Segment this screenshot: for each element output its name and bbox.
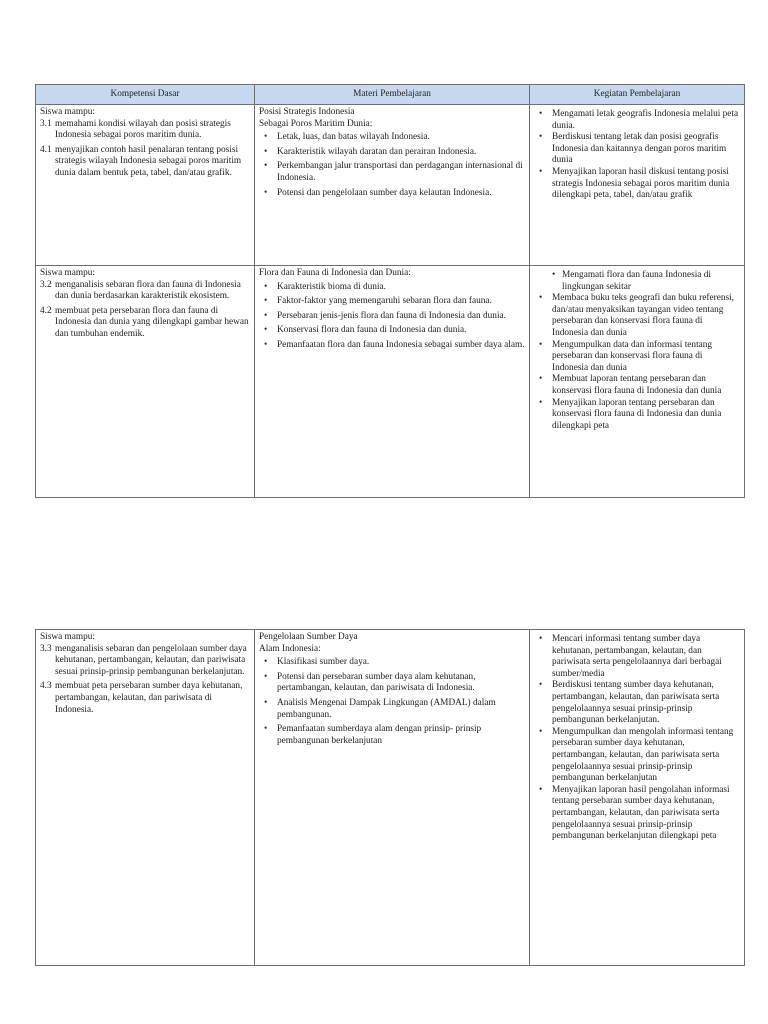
table-row [36, 266, 745, 498]
list-item: • Mengamati flora dan fauna Indonesia di lingkungan sekitar [534, 270, 740, 293]
list-item: • Karakteristik wilayah daratan dan perairan Indonesia. [259, 147, 525, 159]
materi-subtitle: Alam Indonesia: [259, 643, 321, 654]
kd-intro: Siswa mampu: [40, 107, 96, 117]
kegiatan-list [534, 270, 740, 432]
kompetensi-cell [36, 266, 255, 498]
list-item: • Karakteristik bioma di dunia. [259, 282, 525, 294]
kd-text: memahami kondisi wilayah dan posisi strategis Indonesia sebagai poros maritim dunia. [55, 118, 231, 141]
kd-number: 3.1 [40, 118, 52, 129]
materi-cell [255, 266, 530, 498]
materi-list [259, 657, 525, 747]
kegiatan-list [534, 109, 740, 202]
kegiatan-cell [530, 630, 745, 966]
kd-number: 4.2 [40, 305, 52, 316]
list-item: • Mengumpulkan data dan informasi tentang persebaran dan konservasi flora fauna di Indonesia dan dunia [534, 340, 740, 375]
header-kompetensi-dasar: Kompetensi Dasar [36, 85, 255, 105]
list-item: • Mengumpulkan dan mengolah informasi tentang persebaran sumber daya kehutanan, pertambangan, kelautan, dan pariwisata serta pengelolaannya sesuai prinsip-prinsip pembangunan berkelanjutan [534, 727, 740, 785]
list-item: • Analisis Mengenai Dampak Lingkungan (AMDAL) dalam pembangunan. [259, 698, 525, 721]
kd-number: 3.3 [40, 643, 52, 654]
materi-list [259, 282, 525, 352]
kegiatan-cell [530, 105, 745, 266]
materi-subtitle: Sebagai Poros Maritim Dunia: [259, 118, 373, 129]
kd-text: membuat peta persebaran flora dan fauna di Indonesia dan dunia yang dilengkapi gambar hewan dan tumbuhan endemik. [55, 305, 249, 339]
header-row [36, 85, 745, 105]
curriculum-table-2 [35, 629, 745, 966]
list-item: • Pemanfaatan flora dan fauna Indonesia sebagai sumber daya alam. [259, 340, 525, 352]
materi-list [259, 132, 525, 199]
kegiatan-list [534, 634, 740, 843]
curriculum-table-1 [35, 84, 745, 498]
list-item: • Mencari informasi tentang sumber daya kehutanan, pertambangan, kelautan, dan pariwisata serta pengelolaannya dari berbagai sumber/media [534, 634, 740, 680]
kegiatan-cell [530, 266, 745, 498]
header-materi-pembelajaran: Materi Pembelajaran [255, 85, 530, 105]
kd-item [40, 145, 250, 180]
list-item: • Menyajikan laporan hasil diskusi tentang posisi strategis Indonesia sebagai poros maritim dunia dilengkapi peta, tabel, dan/atau grafik [534, 167, 740, 202]
list-item: • Membuat laporan tentang persebaran dan konservasi flora fauna di Indonesia dan dunia [534, 374, 740, 397]
list-item: • Faktor-faktor yang memengaruhi sebaran flora dan fauna. [259, 296, 525, 308]
kd-item [40, 681, 250, 716]
table-row [36, 105, 745, 266]
list-item: • Perkembangan jalur transportasi dan perdagangan internasional di Indonesia. [259, 161, 525, 184]
kd-number: 4.3 [40, 681, 52, 692]
kd-intro: Siswa mampu: [40, 268, 96, 278]
kd-text: menyajikan contoh hasil penalaran tentang posisi strategis wilayah Indonesia sebagai poros maritim dunia dalam bentuk peta, tabel, dan/atau grafik. [55, 144, 242, 178]
kd-text: menganalisis sebaran dan pengelolaan sumber daya kehutanan, pertambangan, kelautan, dan pariwisata sesuai prinsip-prinsip pembangunan berkelanjutan. [55, 643, 247, 677]
list-item: • Pemanfaatan sumberdaya alam dengan prinsip- prinsip pembangunan berkelanjutan [259, 724, 525, 747]
list-item: • Menyajikan laporan tentang persebaran dan konservasi flora fauna di Indonesia dan dunia dilengkapi peta [534, 398, 740, 433]
kd-item [40, 280, 250, 303]
list-item: • Konservasi flora dan fauna di Indonesia dan dunia. [259, 325, 525, 337]
list-item: • Menyajikan laporan hasil pengolahan informasi tentang persebaran sumber daya kehutanan, pertambangan, kelautan, dan pariwisata serta pengelolaannya sesuai prinsip-prinsip pembangunan berkelanjutan dilengkapi peta [534, 785, 740, 843]
kompetensi-cell [36, 105, 255, 266]
list-item: • Potensi dan persebaran sumber daya alam kehutanan, pertambangan, kelautan, dan pariwisata di Indonesia. [259, 672, 525, 695]
materi-title: Flora dan Fauna di Indonesia dan Dunia: [259, 268, 411, 278]
header-kegiatan-pembelajaran: Kegiatan Pembelajaran [530, 85, 745, 105]
kd-item [40, 306, 250, 341]
kd-intro: Siswa mampu: [40, 632, 96, 642]
materi-title: Posisi Strategis Indonesia [259, 107, 355, 117]
list-item: • Potensi dan pengelolaan sumber daya kelautan Indonesia. [259, 188, 525, 200]
table-row [36, 630, 745, 966]
materi-cell [255, 630, 530, 966]
kd-item [40, 119, 250, 142]
materi-title: Pengelolaan Sumber Daya [259, 632, 358, 642]
kd-number: 4.1 [40, 144, 52, 155]
list-item: • Persebaran jenis-jenis flora dan fauna di Indonesia dan dunia. [259, 311, 525, 323]
list-item: • Berdiskusi tentang letak dan posisi geografis Indonesia dan kaitannya dengan poros maritim dunia [534, 132, 740, 167]
list-item: • Klasifikasi sumber daya. [259, 657, 525, 669]
kompetensi-cell [36, 630, 255, 966]
kd-text: menganalisis sebaran flora dan fauna di Indonesia dan dunia berdasarkan karakteristik ekosistem. [55, 279, 241, 302]
materi-cell [255, 105, 530, 266]
list-item: • Mengamati letak geografis Indonesia melalui peta dunia. [534, 109, 740, 132]
kd-item [40, 644, 250, 679]
list-item: • Membaca buku teks geografi dan buku referensi, dan/atau menyaksikan tayangan video tentang persebaran dan konservasi flora fauna di Indonesia dan dunia [534, 293, 740, 339]
kd-text: membuat peta persebaran sumber daya kehutanan, pertambangan, kelautan, dan pariwisata di Indonesia. [55, 681, 243, 715]
kd-number: 3.2 [40, 279, 52, 290]
list-item: • Letak, luas, dan batas wilayah Indonesia. [259, 132, 525, 144]
list-item: • Berdiskusi tentang sumber daya kehutanan, pertambangan, kelautan, dan pariwisata serta pengelolaannya sesuai prinsip-prinsip pembangunan berkelanjutan. [534, 680, 740, 726]
